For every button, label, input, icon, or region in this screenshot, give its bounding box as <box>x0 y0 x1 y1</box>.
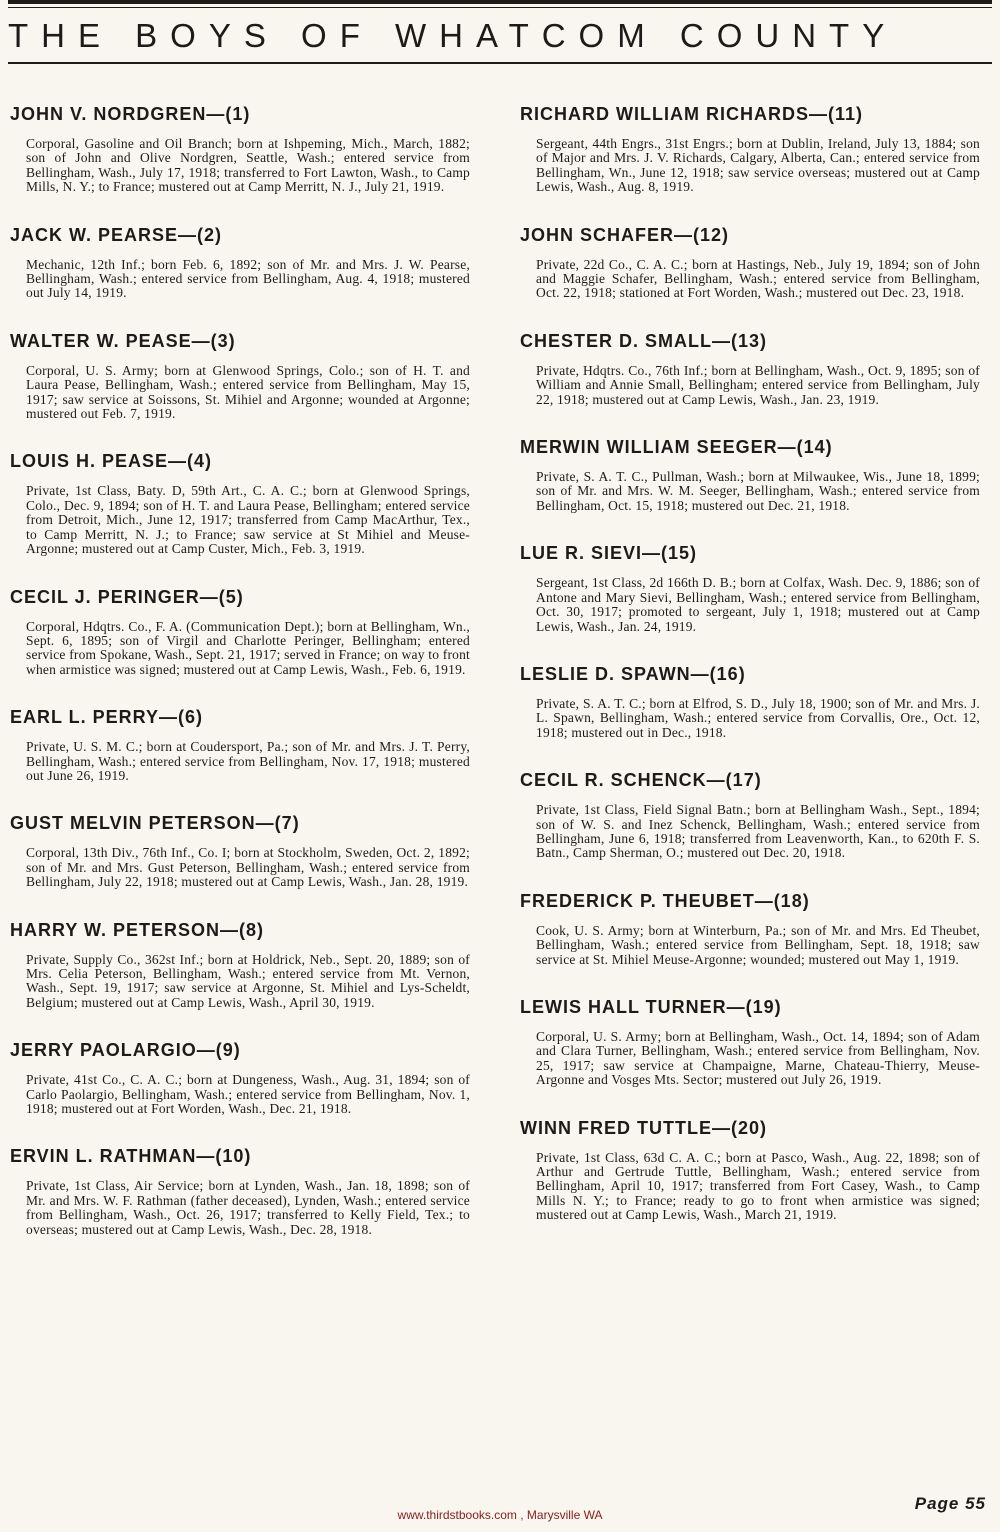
soldier-record: Mechanic, 12th Inf.; born Feb. 6, 1892; son of Mr. and Mrs. J. W. Pearse, Bellingham, Wash.; entered service from Bellingham, Aug. 4, 1918; mustered out July 14, 1919. <box>26 256 470 301</box>
soldier-record: Private, 41st Co., C. A. C.; born at Dungeness, Wash., Aug. 31, 1894; son of Carlo Paolargio, Bellingham, Wash.; entered service from Bellingham, Nov. 1, 1918; mustered out at Fort Worden, Wash., Dec. 21, 1918. <box>26 1072 470 1116</box>
header-bottom-rule <box>8 62 992 64</box>
soldier-entry <box>10 813 470 889</box>
soldier-record: Corporal, Hdqtrs. Co., F. A. (Communication Dept.); born at Bellingham, Wn., Sept. 6, 1895; son of Virgil and Charlotte Peringer, Bellingham; entered service from Spokane, Wash., Sept. 21, 1917; served in France; on way to front when armistice was signed; mustered out at Camp Lewis, Wash., Feb. 6, 1919. <box>26 618 470 677</box>
soldier-name: LUE R. SIEVI—(15) <box>520 543 698 564</box>
soldier-name: LOUIS H. PEASE—(4) <box>10 451 213 472</box>
soldier-entry <box>520 543 980 634</box>
soldier-name: JOHN V. NORDGREN—(1) <box>10 104 251 124</box>
website-watermark: www.thirdstbooks.com , Marysville WA <box>397 1508 603 1522</box>
soldier-entry <box>520 225 980 301</box>
soldier-record: Corporal, Gasoline and Oil Branch; born at Ishpeming, Mich., March, 1882; son of John and Olive Nordgren, Seattle, Wash.; entered service from Bellingham, Wash., July 17, 1918; transferred to Fort Lawton, Wash., to Camp Mills, N. Y.; to France; mustered out at Camp Merritt, N. J., July 21, 1919. <box>26 136 470 195</box>
soldier-entry <box>10 1040 470 1116</box>
soldier-name: WALTER W. PEASE—(3) <box>10 330 236 351</box>
soldier-name: RICHARD WILLIAM RICHARDS—(11) <box>520 104 863 124</box>
soldier-name: LESLIE D. SPAWN—(16) <box>520 663 746 684</box>
soldier-entry <box>520 1118 980 1223</box>
soldier-entry <box>520 664 980 740</box>
header-top-rule <box>8 0 992 4</box>
soldier-record: Sergeant, 44th Engrs., 31st Engrs.; born at Dublin, Ireland, July 13, 1884; son of Major and Mrs. J. V. Richards, Calgary, Alberta, Can.; entered service from Bellingham, Wn., June 12, 1918; saw service overseas; mustered out at Camp Lewis, Wash., Aug. 8, 1919. <box>536 136 980 195</box>
soldier-entry <box>10 587 470 678</box>
soldier-entry <box>10 451 470 556</box>
soldier-entry <box>520 331 980 407</box>
soldier-name: CECIL R. SCHENCK—(17) <box>520 770 762 791</box>
soldier-record: Corporal, 13th Div., 76th Inf., Co. I; born at Stockholm, Sweden, Oct. 2, 1892; son of Mr. and Mrs. Gust Peterson, Bellingham, Wash.; entered service from Bellingham, July 22, 1918; mustered out at Camp Lewis, Wash., Jan. 28, 1919. <box>26 845 470 890</box>
soldier-entry <box>10 331 470 422</box>
soldier-name: ERVIN L. RATHMAN—(10) <box>10 1146 252 1167</box>
soldier-name: FREDERICK P. THEUBET—(18) <box>520 890 810 911</box>
soldier-entry <box>10 920 470 1011</box>
soldier-name: WINN FRED TUTTLE—(20) <box>520 1117 767 1138</box>
soldier-record: Cook, U. S. Army; born at Winterburn, Pa.; son of Mr. and Mrs. Ed Theubet, Bellingham, Wash.; entered service from Bellingham, Sept. 18, 1918; saw service at St. Mihiel Meuse-Argonne; wounded; mustered out May 1, 1919. <box>536 922 980 967</box>
soldier-name: CHESTER D. SMALL—(13) <box>520 330 768 351</box>
header-top-thin-rule <box>8 7 992 8</box>
soldier-name: LEWIS HALL TURNER—(19) <box>520 996 782 1017</box>
soldier-entry <box>10 1146 470 1237</box>
soldier-record: Sergeant, 1st Class, 2d 166th D. B.; born at Colfax, Wash. Dec. 9, 1886; son of Antone and Mary Sievi, Bellingham, Wash.; entered service from Bellingham, Oct. 30, 1917; promoted to sergeant, July 1, 1918; mustered out at Camp Lewis, Wash., Jan. 24, 1919. <box>536 575 980 634</box>
soldier-record: Corporal, U. S. Army; born at Bellingham, Wash., Oct. 14, 1894; son of Adam and Clara Turner, Bellingham, Wash.; entered service from Bellingham, Nov. 25, 1917; saw service at Champaigne, Marne, Chateau-Thierry, Meuse-Argonne and Vosges Mts. Sector; mustered out July 26, 1919. <box>536 1028 980 1088</box>
soldier-name: JOHN SCHAFER—(12) <box>520 224 730 245</box>
soldier-entry <box>520 997 980 1088</box>
soldier-entry <box>520 891 980 967</box>
soldier-entry <box>520 437 980 513</box>
soldier-name: EARL L. PERRY—(6) <box>10 707 204 728</box>
soldier-record: Private, Supply Co., 362st Inf.; born at Holdrick, Neb., Sept. 20, 1889; son of Mrs. Celia Peterson, Bellingham, Wash.; entered service from Mt. Vernon, Wash., Sept. 19, 1917; saw service at Argonne, St. Mihiel and Lys-Scheldt, Belgium; mustered out at Camp Lewis, Wash., April 30, 1919. <box>26 951 470 1010</box>
soldier-record: Private, 1st Class, 63d C. A. C.; born at Pasco, Wash., Aug. 22, 1898; son of Arthur and Gertrude Tuttle, Bellingham, Wash.; entered service from Bellingham, April 10, 1917; transferred from Fort Casey, Wash., to Camp Mills N. Y.; to France; ready to go to front when armistice was signed; mustered out at Camp Lewis, Wash., March 21, 1919. <box>536 1149 980 1223</box>
soldier-name: HARRY W. PETERSON—(8) <box>10 919 265 940</box>
soldier-record: Private, S. A. T. C.; born at Elfrod, S. D., July 18, 1900; son of Mr. and Mrs. J. L. Spawn, Bellingham, Wash.; entered service from Corvallis, Ore., Oct. 12, 1918; mustered out in Dec., 1918. <box>536 695 980 740</box>
soldier-name: JERRY PAOLARGIO—(9) <box>10 1040 241 1061</box>
soldier-record: Private, Hdqtrs. Co., 76th Inf.; born at Bellingham, Wash., Oct. 9, 1895; son of William and Annie Small, Bellingham; entered service from Bellingham, July 22, 1918; mustered out at Camp Lewis, Wash., Jan. 23, 1919. <box>536 362 980 407</box>
soldier-entry <box>520 104 980 195</box>
soldier-record: Private, 22d Co., C. A. C.; born at Hastings, Neb., July 19, 1894; son of John and Maggie Schafer, Bellingham, Wash.; entered service from Bellingham, Oct. 22, 1918; stationed at Fort Worden, Wash.; mustered out Dec. 23, 1918. <box>536 256 980 301</box>
soldier-name: JACK W. PEARSE—(2) <box>10 224 223 245</box>
soldier-entry <box>10 225 470 301</box>
soldier-record: Private, 1st Class, Field Signal Batn.; born at Bellingham Wash., Sept., 1894; son of W. S. and Inez Schenck, Bellingham, Wash.; entered service from Bellingham, June 6, 1918; transferred from Leavenworth, Kan., to 620th F. S. Batn., Camp Sherman, O.; mustered out Dec. 20, 1918. <box>536 802 980 861</box>
page-title: THE BOYS OF WHATCOM COUNTY <box>8 17 898 54</box>
soldier-name: MERWIN WILLIAM SEEGER—(14) <box>520 437 833 458</box>
soldier-entry <box>520 770 980 861</box>
soldier-record: Private, 1st Class, Air Service; born at Lynden, Wash., Jan. 18, 1898; son of Mr. and Mrs. W. F. Rathman (father deceased), Lynden, Wash.; entered service from Bellingham, Wash., Oct. 26, 1917; transferred to Kelly Field, Tex.; to overseas; mustered out at Camp Lewis, Wash., Dec. 28, 1918. <box>26 1178 470 1237</box>
soldier-name: GUST MELVIN PETERSON—(7) <box>10 813 300 834</box>
soldier-entry <box>10 707 470 783</box>
soldier-record: Private, S. A. T. C., Pullman, Wash.; born at Milwaukee, Wis., June 18, 1899; son of Mr. and Mrs. W. M. Seeger, Bellingham, Wash.; entered service from Bellingham, Oct. 15, 1918; mustered out Dec. 21, 1918. <box>536 469 980 513</box>
soldier-entry <box>10 104 470 195</box>
page-number: Page 55 <box>914 1494 986 1513</box>
soldier-record: Private, U. S. M. C.; born at Coudersport, Pa.; son of Mr. and Mrs. J. T. Perry, Bellingham, Wash.; entered service from Bellingham, Nov. 17, 1918; mustered out June 26, 1919. <box>26 739 470 783</box>
right-column <box>520 104 980 1247</box>
left-column <box>10 104 470 1261</box>
soldier-record: Corporal, U. S. Army; born at Glenwood Springs, Colo.; son of H. T. and Laura Pease, Bellingham, Wash.; entered service from Bellingham, May 15, 1917; saw service at Soissons, St. Mihiel and Argonne; wounded at Argonne; mustered out Feb. 7, 1919. <box>26 362 470 422</box>
soldier-name: CECIL J. PERINGER—(5) <box>10 586 244 607</box>
soldier-record: Private, 1st Class, Baty. D, 59th Art., C. A. C.; born at Glenwood Springs, Colo., Dec. 9, 1894; son of H. T. and Laura Pease, Bellingham; entered service from Detroit, Mich., June 12, 1917; transferred from Camp MacArthur, Tex., to Camp Merritt, N. J.; to France; saw service at St Mihiel and Meuse-Argonne; mustered out at Camp Custer, Mich., Feb. 3, 1919. <box>26 483 470 557</box>
